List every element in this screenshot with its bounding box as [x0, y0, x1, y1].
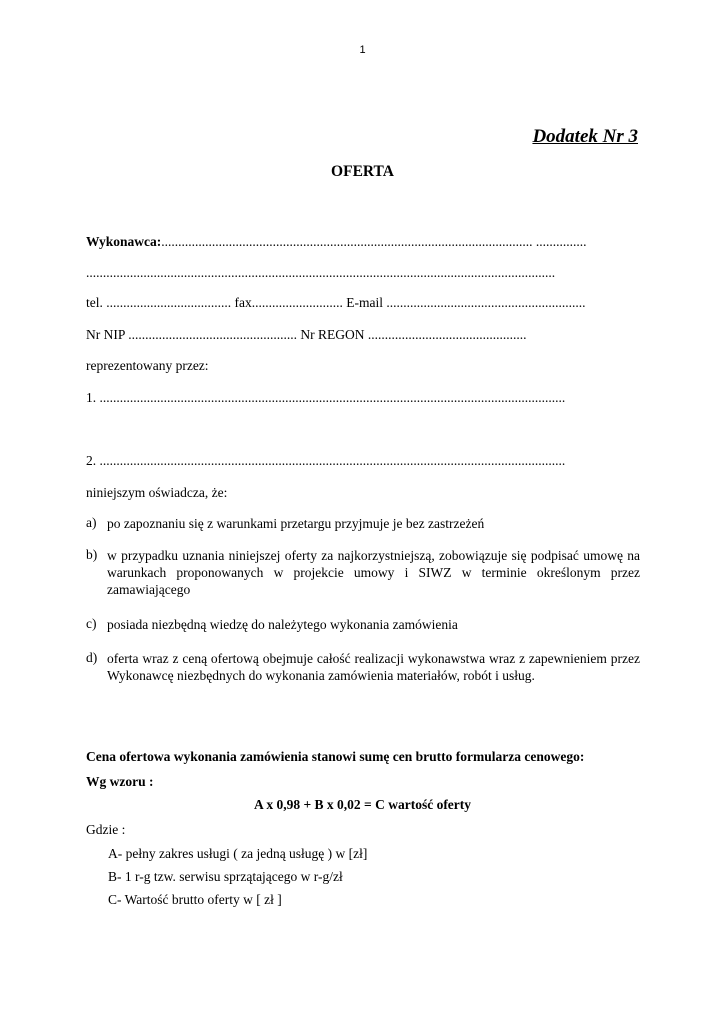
item-mark: d)	[86, 650, 98, 665]
legend-c: C- Wartość brutto oferty w [ zł ]	[108, 892, 282, 907]
item-text: oferta wraz z ceną ofertową obejmuje całość realizacji wykonawstwa wraz z zapewnieniem przez Wykonawcę niezbędnych do wykonania zamówienia materiałów, robót i usług.	[107, 651, 640, 683]
page-number: 1	[359, 44, 366, 56]
price-statement: Cena ofertowa wykonania zamówienia stanowi sumę cen brutto formularza cenowego:	[86, 749, 585, 764]
where-label: Gdzie :	[86, 822, 126, 837]
declaration-item-c	[86, 616, 640, 633]
item-mark: c)	[86, 616, 97, 631]
contact-line: tel. ..................................... fax........................... E-mail ...........................................................	[86, 295, 586, 310]
contractor-label: Wykonawca:	[86, 234, 162, 249]
contractor-line-2: ...........................................................................................................................................	[86, 265, 556, 280]
item-text: po zapoznaniu się z warunkami przetargu przyjmuje je bez zastrzeżeń	[107, 516, 485, 531]
representative-2: 2. ..........................................................................................................................................	[86, 453, 566, 468]
item-mark: a)	[86, 515, 97, 530]
declaration-item-d	[86, 650, 640, 684]
declaration-item-a	[86, 515, 640, 532]
formula-label: Wg wzoru :	[86, 774, 154, 789]
legend-a: A- pełny zakres usługi ( za jedną usługę ) w [zł]	[108, 846, 368, 861]
annex-heading: Dodatek Nr 3	[532, 126, 638, 147]
formula: A x 0,98 + B x 0,02 = C wartość oferty	[253, 797, 472, 812]
item-text: posiada niezbędną wiedzę do należytego wykonania zamówienia	[107, 617, 458, 632]
represented-by: reprezentowany przez:	[86, 358, 209, 373]
contractor-line	[86, 234, 587, 250]
legend-b: B- 1 r-g tzw. serwisu sprzątającego w r-g/zł	[108, 869, 343, 884]
document-title: OFERTA	[331, 163, 394, 180]
declaration-item-b	[86, 547, 640, 598]
item-text: w przypadku uznania niniejszej oferty za najkorzystniejszą, zobowiązuje się podpisać umowę na warunkach proponowanych w projekcie umowy i SIWZ w terminie określonym przez zamawiającego	[107, 548, 640, 597]
contractor-dots: .............................................................................................................. ...............	[161, 234, 587, 249]
declaration-intro: niniejszym oświadcza, że:	[86, 485, 228, 500]
item-mark: b)	[86, 547, 98, 562]
representative-1: 1. ..........................................................................................................................................	[86, 390, 566, 405]
ids-line: Nr NIP .................................................. Nr REGON ...............................................	[86, 327, 527, 342]
